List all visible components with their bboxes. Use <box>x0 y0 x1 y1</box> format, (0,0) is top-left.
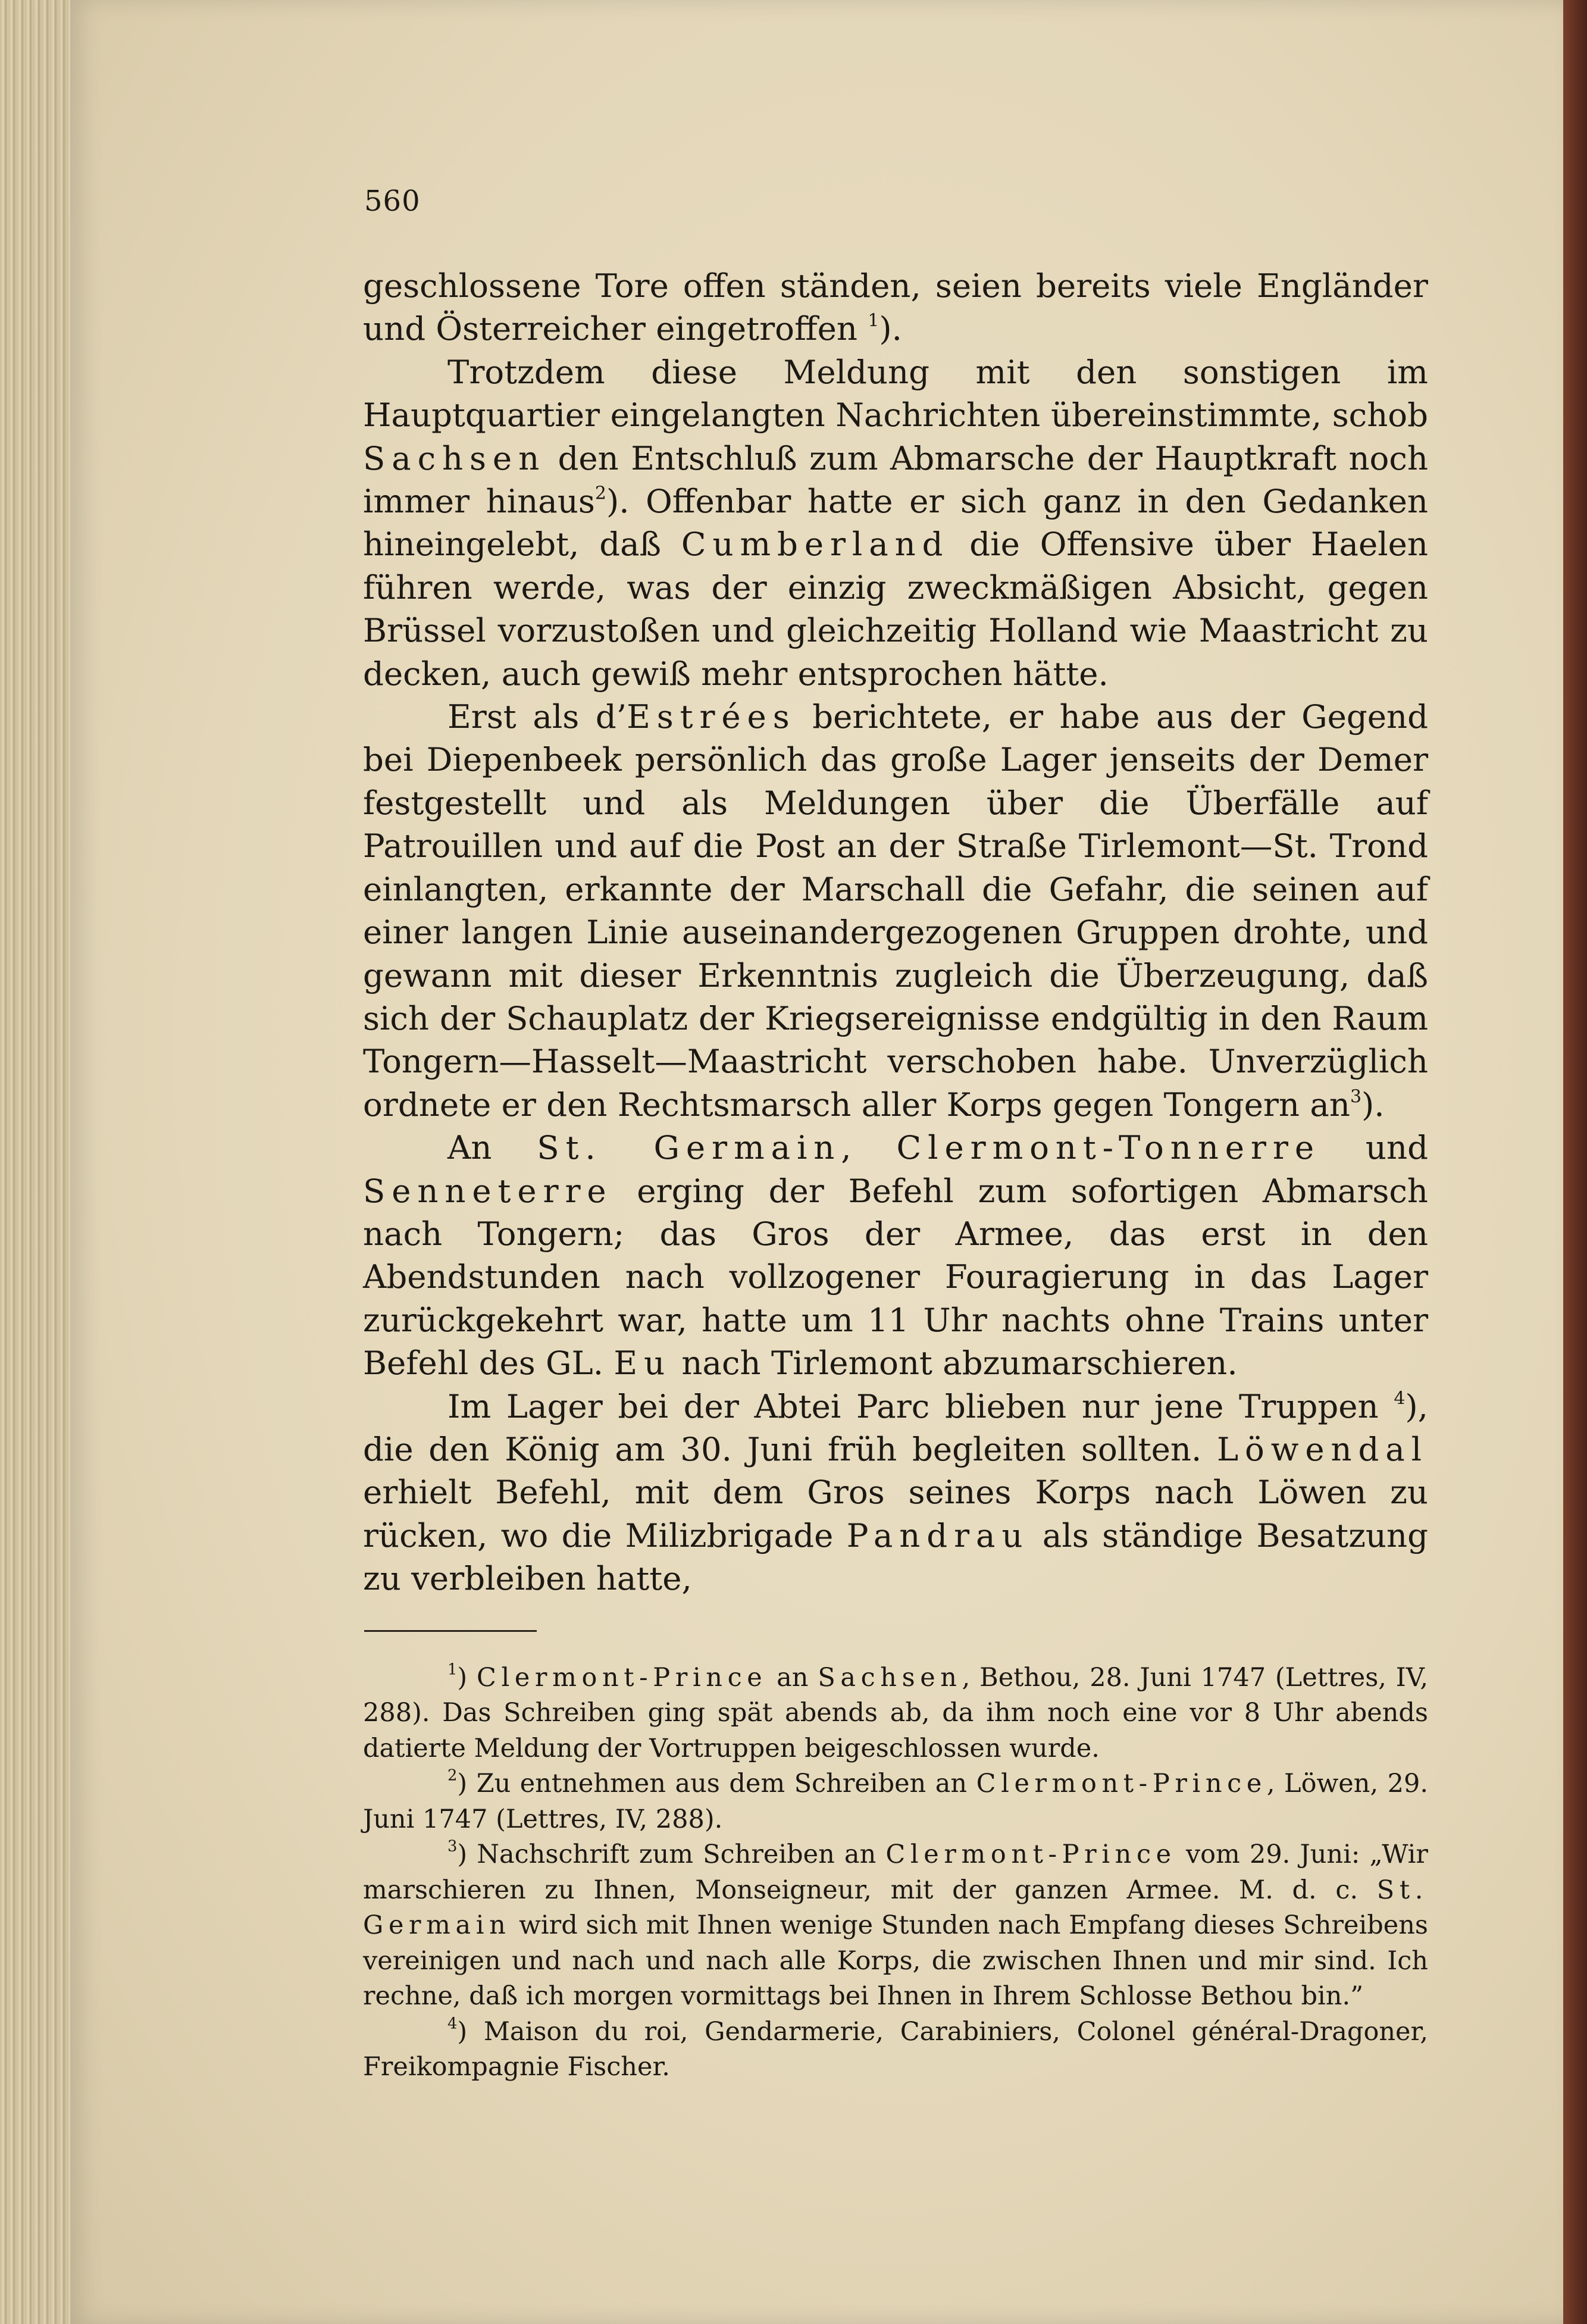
text-run: an <box>767 1662 818 1693</box>
spaced-name: Clermont-Prince <box>885 1840 1176 1870</box>
text-run: die Offensive über Haelen führen werde, was der einzig zweckmäßigen Absicht, gegen Brüssel vorzustoßen und gleichzeitig Holland wie Maastricht zu decken, auch gewiß mehr entsprochen hätte. <box>363 525 1428 693</box>
footnote-marker: 3 <box>447 1837 458 1856</box>
spaced-name: Estrées <box>627 697 796 736</box>
text-run: vom 29. Juni: „Wir marschieren zu Ihnen, Monseigneur, mit der ganzen Armee. M. d. c. <box>363 1840 1428 1905</box>
text-run: ), die den König am 30. Juni früh begleiten sollten. <box>363 1387 1428 1468</box>
footnote-marker: 4 <box>1394 1388 1406 1409</box>
text-run: erhielt Befehl, mit dem Gros seines Korps nach Löwen zu rücken, wo die Milizbrigade <box>363 1473 1428 1554</box>
text-run: Erst als d’ <box>447 697 627 736</box>
footnote-rule <box>364 1630 537 1632</box>
text-run: erging der Befehl zum sofortigen Abmarsch nach Tongern; das Gros der Armee, das erst in den Abendstunden nach vollzogener Fouragierung in das Lager zurückgekehrt war, hatte um 11 Uhr nachts ohne Trains unter Befehl des GL. <box>363 1171 1428 1382</box>
text-run: An <box>447 1128 537 1167</box>
text-run: geschlossene Tore offen ständen, seien bereits viele Engländer und Österreicher eingetroffen <box>363 267 1428 348</box>
footnotes <box>363 1660 1428 2085</box>
footnote <box>363 1660 1428 1767</box>
text-run: Im Lager bei der Abtei Parc blieben nur jene Truppen <box>447 1387 1394 1425</box>
text-run: , <box>841 1128 897 1167</box>
spaced-name: Clermont-Prince <box>477 1662 768 1693</box>
footnote-marker: 2 <box>594 483 606 504</box>
footnote-marker: 1 <box>868 310 879 331</box>
text-run: ). <box>1361 1085 1385 1124</box>
page-number: 560 <box>364 184 421 218</box>
paragraph <box>363 351 1428 695</box>
footnote-marker: 4 <box>447 2015 458 2033</box>
spaced-name: Eu <box>613 1344 672 1382</box>
body-text <box>363 264 1428 1600</box>
text-run: , Bethou, 28. Juni 1747 (Lettres, IV, 288). Das Schreiben ging spät abends ab, da ihm noch eine vor 8 Uhr abends datierte Meldung der Vortruppen beigeschlossen wurde. <box>363 1662 1428 1763</box>
spaced-name: Sachsen <box>363 439 546 477</box>
spaced-name: St. Germain <box>363 1875 1428 1941</box>
spaced-name: Clermont-Prince <box>976 1769 1267 1799</box>
text-run: ) Zu entnehmen aus dem Schreiben an <box>457 1769 976 1799</box>
footnote-marker: 1 <box>447 1660 458 1679</box>
text-run: den Entschluß zum Abmarsche der Hauptkraft noch immer hinaus <box>363 439 1428 521</box>
footnote-marker: 3 <box>1350 1086 1362 1108</box>
paragraph <box>363 264 1428 351</box>
text-run: ) Maison du roi, Gendarmerie, Carabiniers, Colonel général-Dragoner, Freikompagnie Fischer. <box>363 2016 1428 2082</box>
text-run: berichtete, er habe aus der Gegend bei Diepenbeek persönlich das große Lager jenseits der Demer festgestellt und als Meldungen über die Überfälle auf Patrouillen und auf die Post an der Straße Tirlemont—St. Trond einlangten, erkannte der Marschall die Gefahr, die seinen auf einer langen Linie auseinandergezogenen Gruppen drohte, und gewann mit dieser Erkenntnis zugleich die Überzeugung, daß sich der Schauplatz der Kriegsereignisse endgültig in den Raum Tongern—Hasselt—Maastricht verschoben habe. Unverzüglich ordnete er den Rechtsmarsch aller Korps gegen Tongern an <box>363 697 1428 1124</box>
text-run: nach Tirlemont abzumarschieren. <box>671 1344 1238 1382</box>
text-run: ) Nachschrift zum Schreiben an <box>457 1840 886 1870</box>
spaced-name: St. Germain <box>537 1128 841 1167</box>
text-run: und <box>1320 1128 1428 1167</box>
text-run: ). <box>879 309 903 348</box>
paragraph <box>363 1385 1428 1600</box>
text-run: als ständige Besatzung zu verbleiben hatte, <box>363 1516 1428 1598</box>
footnote <box>363 1766 1428 1837</box>
footnote <box>363 2015 1428 2085</box>
footnote-marker: 2 <box>447 1766 458 1785</box>
footnote <box>363 1837 1428 2015</box>
text-run: Trotzdem diese Meldung mit den sonstigen im Hauptquartier eingelangten Nachrichten übereinstimmte, schob <box>363 352 1428 434</box>
paragraph <box>363 1126 1428 1384</box>
paragraph <box>363 695 1428 1126</box>
spaced-name: Pandrau <box>846 1516 1029 1554</box>
spaced-name: Löwendal <box>1216 1430 1428 1468</box>
text-run: ) <box>457 1662 477 1693</box>
binding-edge <box>1563 0 1587 2324</box>
text-run: wird sich mit Ihnen wenige Stunden nach Empfang dieses Schreibens vereinigen und nach und nach alle Korps, die zwischen Ihnen und mir sind. Ich rechne, daß ich morgen vormittags bei Ihnen in Ihrem Schlosse Bethou bin.” <box>363 1910 1428 2012</box>
text-block <box>363 184 1428 2085</box>
spaced-name: Cumberland <box>681 525 950 564</box>
spaced-name: Sachsen <box>818 1662 962 1693</box>
text-run: ). Offenbar hatte er sich ganz in den Gedanken hineingelebt, daß <box>363 482 1428 564</box>
text-run: , Löwen, 29. Juni 1747 (Lettres, IV, 288). <box>363 1769 1429 1834</box>
spaced-name: Clermont-Tonnerre <box>896 1128 1320 1167</box>
spaced-name: Senneterre <box>363 1171 613 1210</box>
